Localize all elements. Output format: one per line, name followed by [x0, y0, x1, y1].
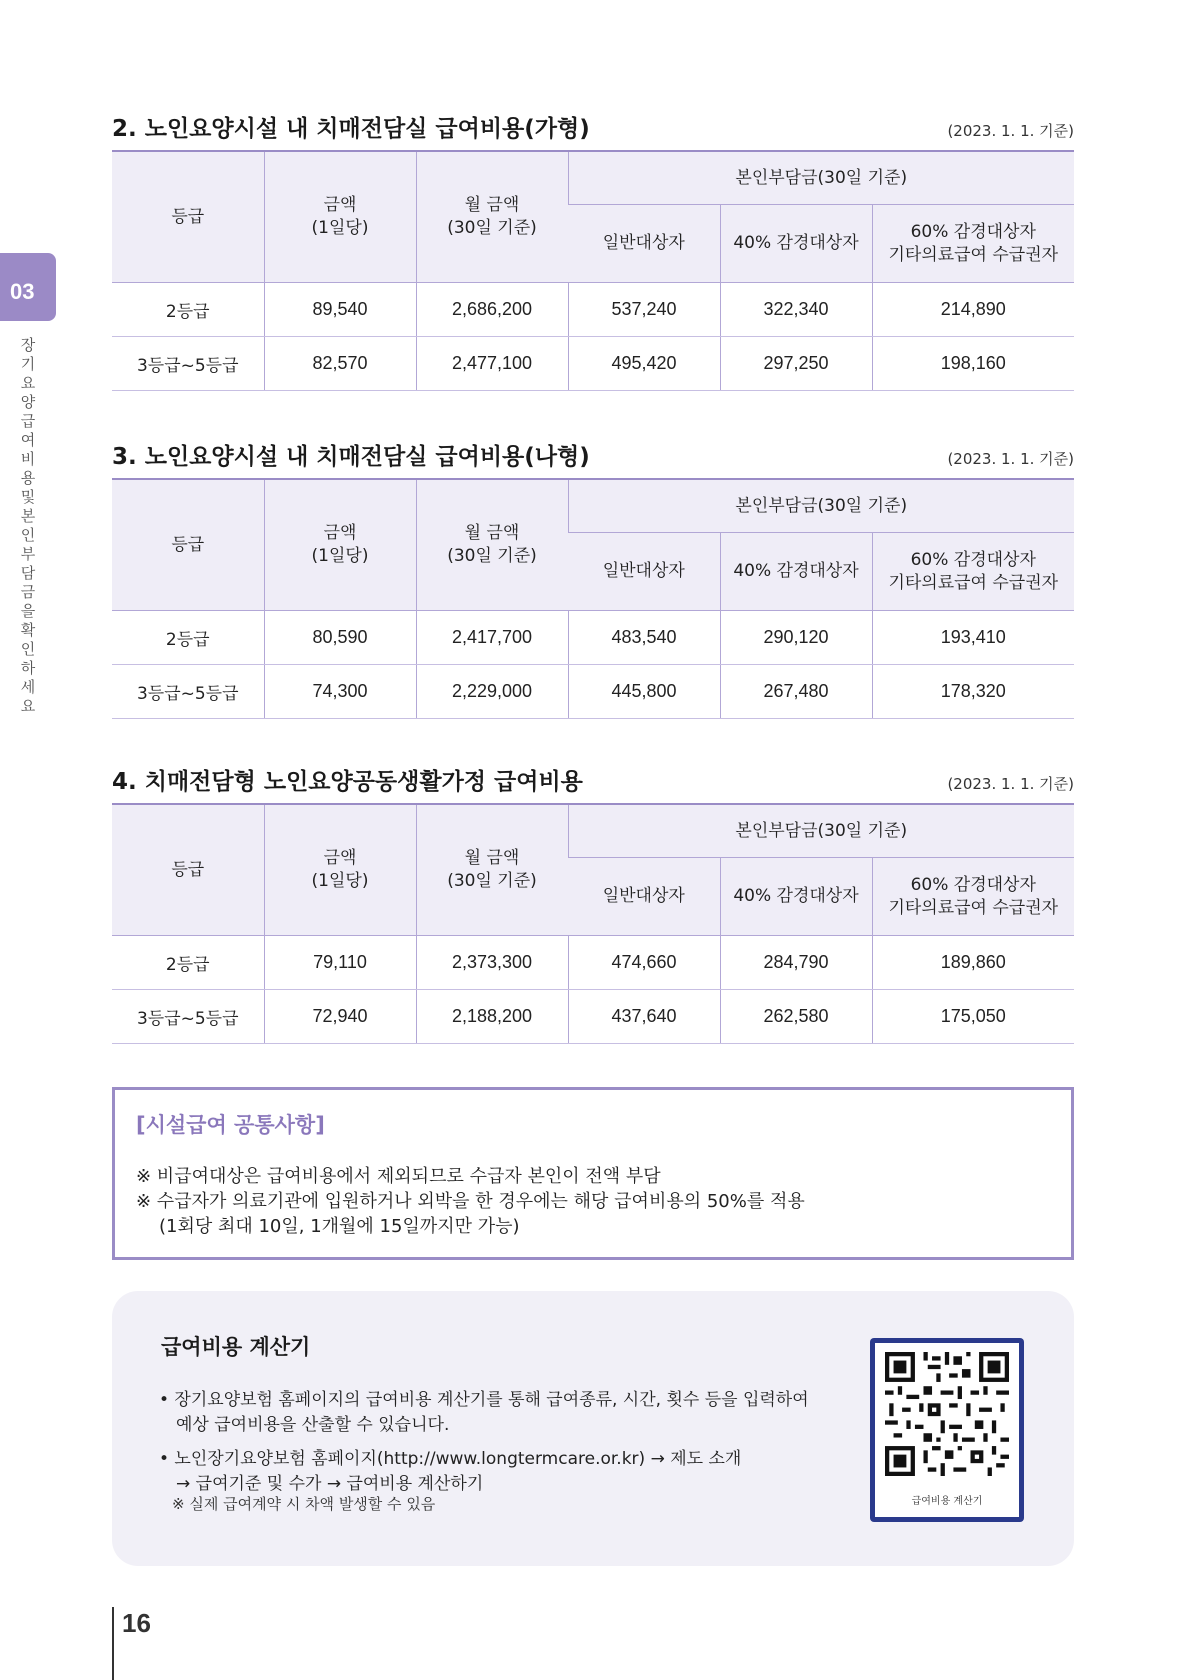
cell-grade: 3등급~5등급: [112, 665, 264, 719]
cell-monthly: 2,686,200: [416, 283, 568, 337]
chapter-tab: [0, 253, 56, 321]
cell-grade: 2등급: [112, 283, 264, 337]
header-daily: 금액 (1일당): [264, 479, 416, 611]
cell-reduced-60: 178,320: [872, 665, 1074, 719]
header-monthly: 월 금액 (30일 기준): [416, 151, 568, 283]
cell-daily: 72,940: [264, 990, 416, 1044]
section-date-note: (2023. 1. 1. 기준): [947, 122, 1074, 140]
header-reduced-40: 40% 감경대상자: [720, 205, 872, 283]
header-reduced-40: 40% 감경대상자: [720, 533, 872, 611]
cell-reduced-40: 267,480: [720, 665, 872, 719]
header-reduced-60: 60% 감경대상자 기타의료급여 수급권자: [872, 533, 1074, 611]
qr-code-card[interactable]: [870, 1338, 1024, 1522]
common-notes-title: [시설급여 공통사항]: [136, 1113, 325, 1137]
chapter-number: 03: [10, 279, 35, 304]
header-copay: 본인부담금(30일 기준): [568, 804, 1074, 858]
section-date-note: (2023. 1. 1. 기준): [947, 775, 1074, 793]
section-title: 4. 치매전담형 노인요양공동생활가정 급여비용: [112, 769, 583, 795]
common-note-2: ※ 수급자가 의료기관에 입원하거나 외박을 한 경우에는 해당 급여비용의 50%를 적용: [136, 1191, 805, 1212]
table-row: [112, 936, 1074, 990]
cell-daily: 89,540: [264, 283, 416, 337]
table-row: [112, 283, 1074, 337]
cell-grade: 3등급~5등급: [112, 337, 264, 391]
cell-reduced-40: 262,580: [720, 990, 872, 1044]
cell-grade: 2등급: [112, 936, 264, 990]
cell-monthly: 2,417,700: [416, 611, 568, 665]
cell-monthly: 2,229,000: [416, 665, 568, 719]
qr-code-label: 급여비용 계산기: [911, 1496, 983, 1507]
cell-daily: 80,590: [264, 611, 416, 665]
header-general: 일반대상자: [568, 205, 720, 283]
cell-monthly: 2,477,100: [416, 337, 568, 391]
cell-reduced-60: 193,410: [872, 611, 1074, 665]
cell-monthly: 2,373,300: [416, 936, 568, 990]
cell-reduced-40: 322,340: [720, 283, 872, 337]
cell-daily: 79,110: [264, 936, 416, 990]
cost-table: [112, 478, 1074, 719]
header-general: 일반대상자: [568, 858, 720, 936]
cell-monthly: 2,188,200: [416, 990, 568, 1044]
header-daily: 금액 (1일당): [264, 151, 416, 283]
calculator-note: ※ 실제 급여계약 시 차액 발생할 수 있음: [172, 1495, 436, 1513]
calculator-bullet-2: • 노인장기요양보험 홈페이지(http://www.longtermcare.or.kr) → 제도 소개: [159, 1449, 742, 1469]
header-grade: 등급: [112, 151, 264, 283]
cell-reduced-40: 290,120: [720, 611, 872, 665]
header-monthly: 월 금액 (30일 기준): [416, 479, 568, 611]
calculator-title: 급여비용 계산기: [161, 1335, 311, 1359]
common-notes-box: [112, 1087, 1074, 1260]
header-general: 일반대상자: [568, 533, 720, 611]
header-reduced-40: 40% 감경대상자: [720, 858, 872, 936]
table-row: [112, 990, 1074, 1044]
qr-code-icon[interactable]: [885, 1352, 1009, 1476]
header-copay: 본인부담금(30일 기준): [568, 151, 1074, 205]
cost-table: [112, 150, 1074, 391]
cell-grade: 2등급: [112, 611, 264, 665]
header-reduced-60: 60% 감경대상자 기타의료급여 수급권자: [872, 858, 1074, 936]
page-number: 16: [122, 1608, 151, 1638]
cell-reduced-60: 175,050: [872, 990, 1074, 1044]
table-row: [112, 337, 1074, 391]
cell-reduced-60: 198,160: [872, 337, 1074, 391]
cell-reduced-60: 214,890: [872, 283, 1074, 337]
cell-general: 537,240: [568, 283, 720, 337]
header-grade: 등급: [112, 804, 264, 936]
header-daily: 금액 (1일당): [264, 804, 416, 936]
cost-table: [112, 803, 1074, 1044]
table-row: [112, 665, 1074, 719]
cell-grade: 3등급~5등급: [112, 990, 264, 1044]
cell-reduced-40: 284,790: [720, 936, 872, 990]
common-note-1: ※ 비급여대상은 급여비용에서 제외되므로 수급자 본인이 전액 부담: [136, 1166, 661, 1187]
common-note-3: (1회당 최대 10일, 1개월에 15일까지만 가능): [159, 1216, 520, 1237]
calculator-bullet-2-cont: → 급여기준 및 수가 → 급여비용 계산하기: [176, 1474, 484, 1494]
chapter-vertical-title: 장기요양 급여비용 및 본인부담금을 확인하세요: [20, 336, 36, 715]
header-monthly: 월 금액 (30일 기준): [416, 804, 568, 936]
cell-general: 483,540: [568, 611, 720, 665]
section-title: 2. 노인요양시설 내 치매전담실 급여비용(가형): [112, 116, 590, 142]
section-title: 3. 노인요양시설 내 치매전담실 급여비용(나형): [112, 444, 590, 470]
cell-general: 495,420: [568, 337, 720, 391]
page-number-bar: [112, 1607, 114, 1680]
cell-general: 474,660: [568, 936, 720, 990]
table-row: [112, 611, 1074, 665]
header-reduced-60: 60% 감경대상자 기타의료급여 수급권자: [872, 205, 1074, 283]
cell-reduced-40: 297,250: [720, 337, 872, 391]
calculator-bullet-1-cont: 예상 급여비용을 산출할 수 있습니다.: [176, 1415, 450, 1435]
cell-reduced-60: 189,860: [872, 936, 1074, 990]
section-date-note: (2023. 1. 1. 기준): [947, 450, 1074, 468]
cell-daily: 82,570: [264, 337, 416, 391]
header-copay: 본인부담금(30일 기준): [568, 479, 1074, 533]
calculator-bullet-1: • 장기요양보험 홈페이지의 급여비용 계산기를 통해 급여종류, 시간, 횟수 등을 입력하여: [159, 1390, 809, 1410]
calculator-panel: [112, 1291, 1074, 1566]
cell-general: 445,800: [568, 665, 720, 719]
header-grade: 등급: [112, 479, 264, 611]
cell-daily: 74,300: [264, 665, 416, 719]
cell-general: 437,640: [568, 990, 720, 1044]
